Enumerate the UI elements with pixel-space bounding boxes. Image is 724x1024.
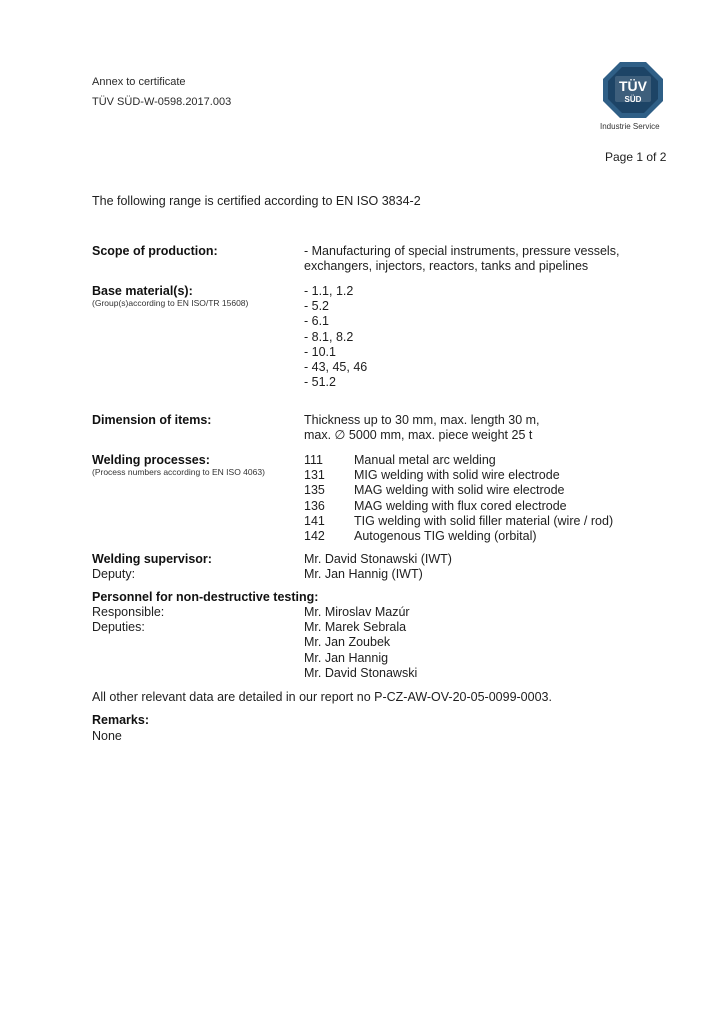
intro-text: The following range is certified according to EN ISO 3834-2: [92, 194, 421, 208]
process-description: MAG welding with flux cored electrode: [354, 498, 567, 513]
scope-line-2: exchangers, injectors, reactors, tanks and pipelines: [304, 259, 589, 274]
process-code: 141: [304, 513, 325, 528]
list-item: - 8.1, 8.2: [304, 329, 354, 344]
welding-processes-sublabel: (Process numbers according to EN ISO 4063): [92, 467, 265, 477]
list-item: - 43, 45, 46: [304, 359, 368, 374]
ndt-responsible-label: Responsible:: [92, 605, 165, 619]
page-number: Page 1 of 2: [605, 150, 667, 164]
certificate-number: TÜV SÜD-W-0598.2017.003: [92, 96, 232, 108]
deputy-label: Deputy:: [92, 567, 136, 581]
list-item: - 51.2: [304, 375, 336, 390]
report-note: All other relevant data are detailed in our report no P-CZ-AW-OV-20-05-0099-0003.: [92, 690, 552, 704]
dimensions-value: [304, 413, 540, 443]
scope-label: Scope of production:: [92, 244, 218, 258]
process-description: Manual metal arc welding: [354, 453, 496, 467]
tuv-octagon-icon: [602, 61, 664, 119]
base-materials-list: [304, 284, 367, 390]
list-item: Mr. Jan Zoubek: [304, 635, 391, 650]
process-code: 131: [304, 468, 325, 483]
logo-text-sud: SÜD: [624, 95, 642, 104]
annex-label: Annex to certificate: [92, 76, 186, 88]
deputy-name: Mr. Jan Hannig (IWT): [304, 567, 423, 581]
list-item: Mr. Jan Hannig: [304, 650, 389, 665]
logo-text-tuv: TÜV: [619, 78, 647, 94]
process-code: 111: [304, 453, 324, 467]
list-item: - 10.1: [304, 344, 336, 359]
dimensions-line-2: max. ∅ 5000 mm, max. piece weight 25 t: [304, 428, 533, 443]
process-description: MIG welding with solid wire electrode: [354, 468, 560, 483]
remarks-value: None: [92, 729, 122, 743]
list-item: - 6.1: [304, 314, 330, 329]
list-item: - 5.2: [304, 299, 330, 314]
process-code: 136: [304, 498, 325, 513]
process-code: 135: [304, 483, 325, 498]
list-item: Mr. David Stonawski: [304, 665, 418, 680]
process-row: [304, 483, 613, 498]
base-materials-label: Base material(s):: [92, 284, 193, 298]
list-item: - 1.1, 1.2: [304, 284, 354, 298]
logo-caption: Industrie Service: [600, 122, 660, 131]
remarks-label: Remarks:: [92, 713, 149, 727]
list-item: Mr. Miroslav Mazúr: [304, 605, 410, 619]
welding-processes-list: [304, 453, 613, 544]
scope-line-1: - Manufacturing of special instruments, pressure vessels,: [304, 244, 620, 258]
tuv-sud-logo: [602, 61, 664, 124]
process-row: [304, 499, 613, 514]
ndt-label: Personnel for non-destructive testing:: [92, 590, 319, 604]
dimensions-line-1: Thickness up to 30 mm, max. length 30 m,: [304, 413, 540, 427]
process-description: TIG welding with solid filler material (wire / rod): [354, 513, 614, 528]
process-row: [304, 529, 613, 544]
dimensions-label: Dimension of items:: [92, 413, 212, 427]
process-row: [304, 453, 613, 468]
process-row: [304, 468, 613, 483]
ndt-deputies-label: Deputies:: [92, 620, 145, 634]
supervisor-label: Welding supervisor:: [92, 552, 212, 566]
process-description: Autogenous TIG welding (orbital): [354, 528, 537, 543]
scope-value: [304, 244, 619, 274]
welding-processes-label: Welding processes:: [92, 453, 210, 467]
process-description: MAG welding with solid wire electrode: [354, 483, 565, 498]
base-materials-sublabel: (Group(s)according to EN ISO/TR 15608): [92, 298, 249, 308]
list-item: Mr. Marek Sebrala: [304, 620, 407, 635]
process-code: 142: [304, 528, 325, 543]
supervisor-name: Mr. David Stonawski (IWT): [304, 552, 452, 566]
ndt-names-list: [304, 605, 417, 681]
process-row: [304, 514, 613, 529]
